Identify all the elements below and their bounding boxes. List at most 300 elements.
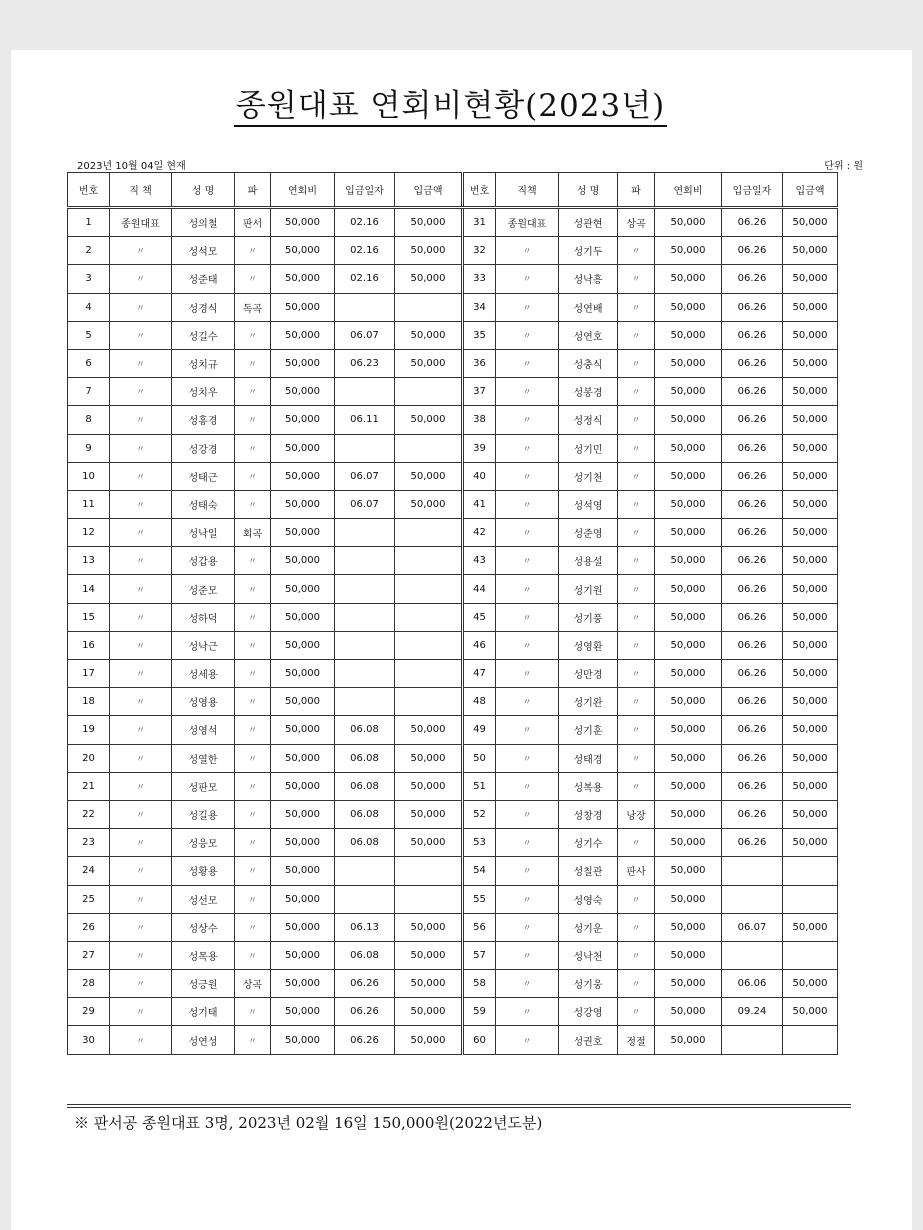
table-cell: 06.07 bbox=[335, 321, 395, 349]
table-cell: 06.26 bbox=[722, 321, 783, 349]
table-cell: 12 bbox=[68, 519, 110, 547]
table-cell: 〃 bbox=[618, 970, 655, 998]
table-cell: 50,000 bbox=[655, 547, 722, 575]
table-cell: 50 bbox=[463, 744, 496, 772]
table-cell: 50,000 bbox=[271, 998, 335, 1026]
table-cell: 〃 bbox=[618, 744, 655, 772]
table-cell: 〃 bbox=[496, 575, 559, 603]
table-cell: 50,000 bbox=[271, 378, 335, 406]
table-cell: 〃 bbox=[235, 631, 271, 659]
table-row bbox=[68, 208, 838, 237]
table-cell: 성복용 bbox=[559, 772, 618, 800]
table-cell: 〃 bbox=[496, 406, 559, 434]
column-header: 연회비 bbox=[271, 173, 335, 208]
column-header: 직 책 bbox=[110, 173, 172, 208]
table-cell: 〃 bbox=[618, 237, 655, 265]
table-cell: 06.06 bbox=[722, 970, 783, 998]
table-cell: 〃 bbox=[110, 1026, 172, 1054]
table-cell: 〃 bbox=[618, 631, 655, 659]
table-cell: 성경식 bbox=[172, 293, 235, 321]
table-cell: 〃 bbox=[235, 237, 271, 265]
table-cell: 〃 bbox=[618, 490, 655, 518]
table-cell: 50,000 bbox=[655, 998, 722, 1026]
table-cell: 3 bbox=[68, 265, 110, 293]
table-cell: 50,000 bbox=[655, 716, 722, 744]
table-row bbox=[68, 603, 838, 631]
table-cell: 〃 bbox=[496, 970, 559, 998]
table-cell: 57 bbox=[463, 941, 496, 969]
table-cell: 〃 bbox=[496, 321, 559, 349]
header-row bbox=[68, 173, 838, 208]
membership-fee-table bbox=[67, 172, 837, 1055]
table-cell: 50,000 bbox=[655, 349, 722, 377]
table-cell: 40 bbox=[463, 462, 496, 490]
table-cell: 성영용 bbox=[172, 688, 235, 716]
table-cell: 23 bbox=[68, 829, 110, 857]
table-cell: 〃 bbox=[110, 575, 172, 603]
table-cell: 50,000 bbox=[783, 547, 838, 575]
table-cell: 성칠관 bbox=[559, 857, 618, 885]
table-cell bbox=[335, 293, 395, 321]
table-cell: 〃 bbox=[235, 744, 271, 772]
table-cell: 50,000 bbox=[783, 998, 838, 1026]
table-cell: 50,000 bbox=[783, 265, 838, 293]
table-cell: 59 bbox=[463, 998, 496, 1026]
table-cell: 06.08 bbox=[335, 800, 395, 828]
divider bbox=[67, 1107, 851, 1108]
table-row bbox=[68, 378, 838, 406]
table-cell: 50,000 bbox=[271, 434, 335, 462]
table-cell: 02.16 bbox=[335, 208, 395, 237]
table-cell bbox=[395, 857, 463, 885]
table-cell: 49 bbox=[463, 716, 496, 744]
table-cell: 〃 bbox=[235, 434, 271, 462]
table-row bbox=[68, 321, 838, 349]
table-cell: 50,000 bbox=[395, 829, 463, 857]
table-cell: 50,000 bbox=[271, 688, 335, 716]
table-cell: 〃 bbox=[496, 829, 559, 857]
table-cell: 성준모 bbox=[172, 575, 235, 603]
table-cell: 〃 bbox=[235, 913, 271, 941]
table-cell bbox=[395, 519, 463, 547]
table-cell: 8 bbox=[68, 406, 110, 434]
table-cell: 50,000 bbox=[655, 688, 722, 716]
table-cell: 56 bbox=[463, 913, 496, 941]
table-cell: 14 bbox=[68, 575, 110, 603]
table-cell: 낭장 bbox=[618, 800, 655, 828]
table-cell bbox=[783, 857, 838, 885]
table-cell bbox=[783, 885, 838, 913]
table-row bbox=[68, 716, 838, 744]
table-cell: 50,000 bbox=[395, 321, 463, 349]
table-cell: 50,000 bbox=[655, 772, 722, 800]
table-cell: 50,000 bbox=[783, 349, 838, 377]
table-cell: 02.16 bbox=[335, 237, 395, 265]
table-cell: 06.26 bbox=[722, 716, 783, 744]
table-cell: 1 bbox=[68, 208, 110, 237]
table-cell: 06.26 bbox=[722, 829, 783, 857]
table-cell: 18 bbox=[68, 688, 110, 716]
table-cell: 50,000 bbox=[395, 800, 463, 828]
table-cell: 〃 bbox=[110, 378, 172, 406]
table-cell: 성석영 bbox=[559, 490, 618, 518]
table-cell: 50,000 bbox=[655, 265, 722, 293]
table-cell: 10 bbox=[68, 462, 110, 490]
table-cell: 22 bbox=[68, 800, 110, 828]
table-cell bbox=[783, 1026, 838, 1054]
table-cell: 〃 bbox=[496, 490, 559, 518]
table-cell: 50,000 bbox=[271, 631, 335, 659]
table-cell: 〃 bbox=[110, 660, 172, 688]
table-cell: 50,000 bbox=[655, 800, 722, 828]
table-cell: 성강영 bbox=[559, 998, 618, 1026]
table-cell: 〃 bbox=[496, 660, 559, 688]
table-cell: 38 bbox=[463, 406, 496, 434]
table-cell: 06.26 bbox=[722, 349, 783, 377]
table-cell: 06.07 bbox=[335, 490, 395, 518]
table-cell: 06.26 bbox=[722, 490, 783, 518]
table-cell: 〃 bbox=[618, 293, 655, 321]
table-cell bbox=[395, 293, 463, 321]
table-cell bbox=[722, 941, 783, 969]
table-cell: 〃 bbox=[618, 265, 655, 293]
table-cell: 50,000 bbox=[655, 321, 722, 349]
table-cell bbox=[335, 660, 395, 688]
table-cell: 50,000 bbox=[395, 406, 463, 434]
table-cell: 성치규 bbox=[172, 349, 235, 377]
table-cell: 50,000 bbox=[655, 462, 722, 490]
table-cell: 〃 bbox=[110, 434, 172, 462]
table-cell: 50,000 bbox=[655, 575, 722, 603]
table-cell: 50,000 bbox=[783, 519, 838, 547]
table-cell: 50,000 bbox=[271, 800, 335, 828]
table-cell bbox=[783, 941, 838, 969]
table-cell: 34 bbox=[463, 293, 496, 321]
table-cell: 06.23 bbox=[335, 349, 395, 377]
table-cell: 50,000 bbox=[271, 519, 335, 547]
table-cell: 6 bbox=[68, 349, 110, 377]
table-cell: 〃 bbox=[110, 237, 172, 265]
table-cell: 성준영 bbox=[559, 519, 618, 547]
table-cell: 31 bbox=[463, 208, 496, 237]
table-cell: 〃 bbox=[618, 321, 655, 349]
table-cell: 〃 bbox=[235, 1026, 271, 1054]
table-row bbox=[68, 688, 838, 716]
table-cell: 26 bbox=[68, 913, 110, 941]
table-cell: 성연호 bbox=[559, 321, 618, 349]
table-row bbox=[68, 434, 838, 462]
table-cell: 〃 bbox=[235, 716, 271, 744]
table-cell: 〃 bbox=[496, 913, 559, 941]
table-cell: 11 bbox=[68, 490, 110, 518]
table-row bbox=[68, 913, 838, 941]
table-cell: 성기태 bbox=[172, 998, 235, 1026]
table-cell: 50,000 bbox=[395, 208, 463, 237]
table-cell: 06.26 bbox=[722, 547, 783, 575]
table-cell: 5 bbox=[68, 321, 110, 349]
table-cell: 성홍경 bbox=[172, 406, 235, 434]
table-cell: 50,000 bbox=[271, 490, 335, 518]
table-cell: 50,000 bbox=[271, 462, 335, 490]
table-cell: 60 bbox=[463, 1026, 496, 1054]
table-cell: 성길용 bbox=[172, 800, 235, 828]
table-cell: 58 bbox=[463, 970, 496, 998]
table-cell: 06.26 bbox=[722, 772, 783, 800]
unit-note: 단위 : 원 bbox=[824, 161, 863, 172]
table-cell: 성판모 bbox=[172, 772, 235, 800]
table-cell: 〃 bbox=[110, 772, 172, 800]
column-header: 연회비 bbox=[655, 173, 722, 208]
table-cell: 36 bbox=[463, 349, 496, 377]
table-cell: 성태숙 bbox=[172, 490, 235, 518]
table-cell: 판사 bbox=[618, 857, 655, 885]
table-cell: 50,000 bbox=[783, 434, 838, 462]
table-cell bbox=[335, 547, 395, 575]
table-cell: 50,000 bbox=[655, 519, 722, 547]
table-cell: 성길수 bbox=[172, 321, 235, 349]
table-cell: 〃 bbox=[110, 716, 172, 744]
table-cell: 성영숙 bbox=[559, 885, 618, 913]
table-cell: 29 bbox=[68, 998, 110, 1026]
table-cell: 33 bbox=[463, 265, 496, 293]
table-cell: 〃 bbox=[618, 519, 655, 547]
table-cell: 50,000 bbox=[271, 857, 335, 885]
table-cell: 50,000 bbox=[395, 913, 463, 941]
table-cell: 50,000 bbox=[271, 744, 335, 772]
table-cell: 50,000 bbox=[271, 208, 335, 237]
table-cell: 50,000 bbox=[783, 490, 838, 518]
table-cell: 정절 bbox=[618, 1026, 655, 1054]
table-cell: 50,000 bbox=[655, 829, 722, 857]
table-cell bbox=[722, 857, 783, 885]
table-cell: 〃 bbox=[110, 490, 172, 518]
table-row bbox=[68, 349, 838, 377]
table-cell: 50,000 bbox=[395, 1026, 463, 1054]
table-cell: 〃 bbox=[235, 603, 271, 631]
table-cell: 25 bbox=[68, 885, 110, 913]
table-cell: 06.26 bbox=[722, 688, 783, 716]
table-cell: 50,000 bbox=[783, 575, 838, 603]
table-cell: 〃 bbox=[496, 857, 559, 885]
table-cell: 06.11 bbox=[335, 406, 395, 434]
table-cell: 〃 bbox=[618, 547, 655, 575]
table-cell: 〃 bbox=[496, 265, 559, 293]
table-cell bbox=[395, 575, 463, 603]
table-cell: 06.26 bbox=[335, 1026, 395, 1054]
table-cell: 50,000 bbox=[783, 462, 838, 490]
table-row bbox=[68, 519, 838, 547]
table-cell: 50,000 bbox=[271, 885, 335, 913]
table-cell: 50,000 bbox=[271, 237, 335, 265]
table-cell: 50,000 bbox=[655, 885, 722, 913]
column-header: 번호 bbox=[68, 173, 110, 208]
table-cell: 50,000 bbox=[783, 688, 838, 716]
table-row bbox=[68, 829, 838, 857]
table-cell: 06.08 bbox=[335, 744, 395, 772]
table-cell: 성낙천 bbox=[559, 941, 618, 969]
table-cell: 50,000 bbox=[783, 603, 838, 631]
table-cell bbox=[335, 857, 395, 885]
table-cell: 〃 bbox=[235, 575, 271, 603]
table-cell: 상곡 bbox=[618, 208, 655, 237]
table-cell: 성기두 bbox=[559, 237, 618, 265]
table-cell: 50,000 bbox=[655, 603, 722, 631]
table-cell: 50,000 bbox=[655, 406, 722, 434]
table-cell: 50,000 bbox=[655, 631, 722, 659]
column-header: 입금액 bbox=[783, 173, 838, 208]
table-cell: 〃 bbox=[496, 349, 559, 377]
table-cell: 50,000 bbox=[271, 970, 335, 998]
table-cell: 〃 bbox=[235, 941, 271, 969]
table-cell: 〃 bbox=[496, 716, 559, 744]
table-cell: 06.26 bbox=[722, 265, 783, 293]
table-cell: 50,000 bbox=[271, 660, 335, 688]
table-cell bbox=[395, 688, 463, 716]
table-cell: 성선모 bbox=[172, 885, 235, 913]
table-cell: 〃 bbox=[235, 490, 271, 518]
table-cell: 〃 bbox=[235, 829, 271, 857]
table-cell: 16 bbox=[68, 631, 110, 659]
table-cell bbox=[395, 378, 463, 406]
table-cell: 성강경 bbox=[172, 434, 235, 462]
table-cell: 06.08 bbox=[335, 941, 395, 969]
table-cell bbox=[395, 660, 463, 688]
table-cell bbox=[395, 434, 463, 462]
table-cell: 50,000 bbox=[271, 716, 335, 744]
table-cell: 48 bbox=[463, 688, 496, 716]
table-cell: 06.26 bbox=[722, 603, 783, 631]
table-cell: 성상수 bbox=[172, 913, 235, 941]
page-title bbox=[0, 88, 901, 127]
table-cell: 성세용 bbox=[172, 660, 235, 688]
table-cell: 50,000 bbox=[395, 744, 463, 772]
table-cell: 24 bbox=[68, 857, 110, 885]
table-cell bbox=[335, 434, 395, 462]
table-cell: 50,000 bbox=[655, 744, 722, 772]
table-cell: 성기훈 bbox=[559, 716, 618, 744]
table-cell: 50,000 bbox=[783, 913, 838, 941]
table-cell: 성황용 bbox=[172, 857, 235, 885]
table-row bbox=[68, 462, 838, 490]
table-cell: 50,000 bbox=[783, 800, 838, 828]
table-cell: 50,000 bbox=[783, 321, 838, 349]
table-cell: 50,000 bbox=[271, 293, 335, 321]
table-cell: 성치우 bbox=[172, 378, 235, 406]
table-cell: 50,000 bbox=[655, 378, 722, 406]
table-cell: 〃 bbox=[110, 349, 172, 377]
table-cell: 50,000 bbox=[395, 349, 463, 377]
table-cell: 종원대표 bbox=[496, 208, 559, 237]
table-cell: 50,000 bbox=[271, 321, 335, 349]
table-cell bbox=[335, 575, 395, 603]
table-cell: 〃 bbox=[618, 462, 655, 490]
table-body bbox=[68, 208, 838, 1055]
table-cell: 50,000 bbox=[655, 208, 722, 237]
table-cell: 성낙일 bbox=[172, 519, 235, 547]
table-cell bbox=[335, 519, 395, 547]
table-cell: 〃 bbox=[235, 688, 271, 716]
table-cell: 〃 bbox=[618, 941, 655, 969]
table-cell: 06.08 bbox=[335, 716, 395, 744]
table-cell: 50,000 bbox=[395, 772, 463, 800]
table-cell: 50,000 bbox=[783, 716, 838, 744]
table-cell: 44 bbox=[463, 575, 496, 603]
table-cell bbox=[722, 1026, 783, 1054]
table-cell: 35 bbox=[463, 321, 496, 349]
table-row bbox=[68, 575, 838, 603]
table-cell: 37 bbox=[463, 378, 496, 406]
table-cell: 〃 bbox=[496, 800, 559, 828]
table-cell: 19 bbox=[68, 716, 110, 744]
table-cell: 성낙흥 bbox=[559, 265, 618, 293]
table-cell: 21 bbox=[68, 772, 110, 800]
table-cell: 〃 bbox=[496, 519, 559, 547]
table-cell: 〃 bbox=[618, 406, 655, 434]
table-row bbox=[68, 293, 838, 321]
table-cell: 〃 bbox=[496, 1026, 559, 1054]
table-cell: 06.26 bbox=[722, 378, 783, 406]
table-cell: 50,000 bbox=[783, 208, 838, 237]
table-cell: 50,000 bbox=[655, 660, 722, 688]
table-cell: 27 bbox=[68, 941, 110, 969]
table-cell: 〃 bbox=[110, 631, 172, 659]
table-cell: 성기원 bbox=[559, 575, 618, 603]
table-cell: 〃 bbox=[618, 378, 655, 406]
table-cell: 45 bbox=[463, 603, 496, 631]
table-cell: 〃 bbox=[235, 406, 271, 434]
table-cell: 50,000 bbox=[783, 744, 838, 772]
table-cell: 〃 bbox=[496, 434, 559, 462]
table-cell: 성정식 bbox=[559, 406, 618, 434]
table-cell: 41 bbox=[463, 490, 496, 518]
table-cell: 42 bbox=[463, 519, 496, 547]
table-cell: 50,000 bbox=[271, 772, 335, 800]
table-cell bbox=[335, 688, 395, 716]
table-cell: 〃 bbox=[110, 885, 172, 913]
table-cell: 06.26 bbox=[722, 208, 783, 237]
column-header: 파 bbox=[235, 173, 271, 208]
table-cell: 〃 bbox=[235, 772, 271, 800]
column-header: 성 명 bbox=[559, 173, 618, 208]
table-cell: 06.26 bbox=[722, 575, 783, 603]
table-cell: 55 bbox=[463, 885, 496, 913]
table-cell: 50,000 bbox=[655, 1026, 722, 1054]
table-cell: 성영환 bbox=[559, 631, 618, 659]
table-cell: 〃 bbox=[110, 406, 172, 434]
table-cell: 〃 bbox=[618, 434, 655, 462]
table-cell: 06.26 bbox=[335, 970, 395, 998]
table-cell: 성석모 bbox=[172, 237, 235, 265]
table-cell: 06.26 bbox=[722, 406, 783, 434]
table-cell: 50,000 bbox=[783, 378, 838, 406]
table-cell: 〃 bbox=[496, 772, 559, 800]
table-cell: 50,000 bbox=[271, 349, 335, 377]
table-cell: 50,000 bbox=[783, 829, 838, 857]
table-cell: 성만경 bbox=[559, 660, 618, 688]
table-cell: 〃 bbox=[496, 547, 559, 575]
table-cell: 50,000 bbox=[395, 941, 463, 969]
table-cell: 성연성 bbox=[172, 1026, 235, 1054]
table-cell: 50,000 bbox=[395, 265, 463, 293]
table-cell: 〃 bbox=[496, 688, 559, 716]
table-cell: 50,000 bbox=[395, 237, 463, 265]
table-cell: 성관현 bbox=[559, 208, 618, 237]
table-cell: 06.26 bbox=[722, 293, 783, 321]
table-cell: 〃 bbox=[496, 885, 559, 913]
table-cell: 〃 bbox=[110, 462, 172, 490]
table-cell: 성태경 bbox=[559, 744, 618, 772]
table-cell: 50,000 bbox=[395, 970, 463, 998]
